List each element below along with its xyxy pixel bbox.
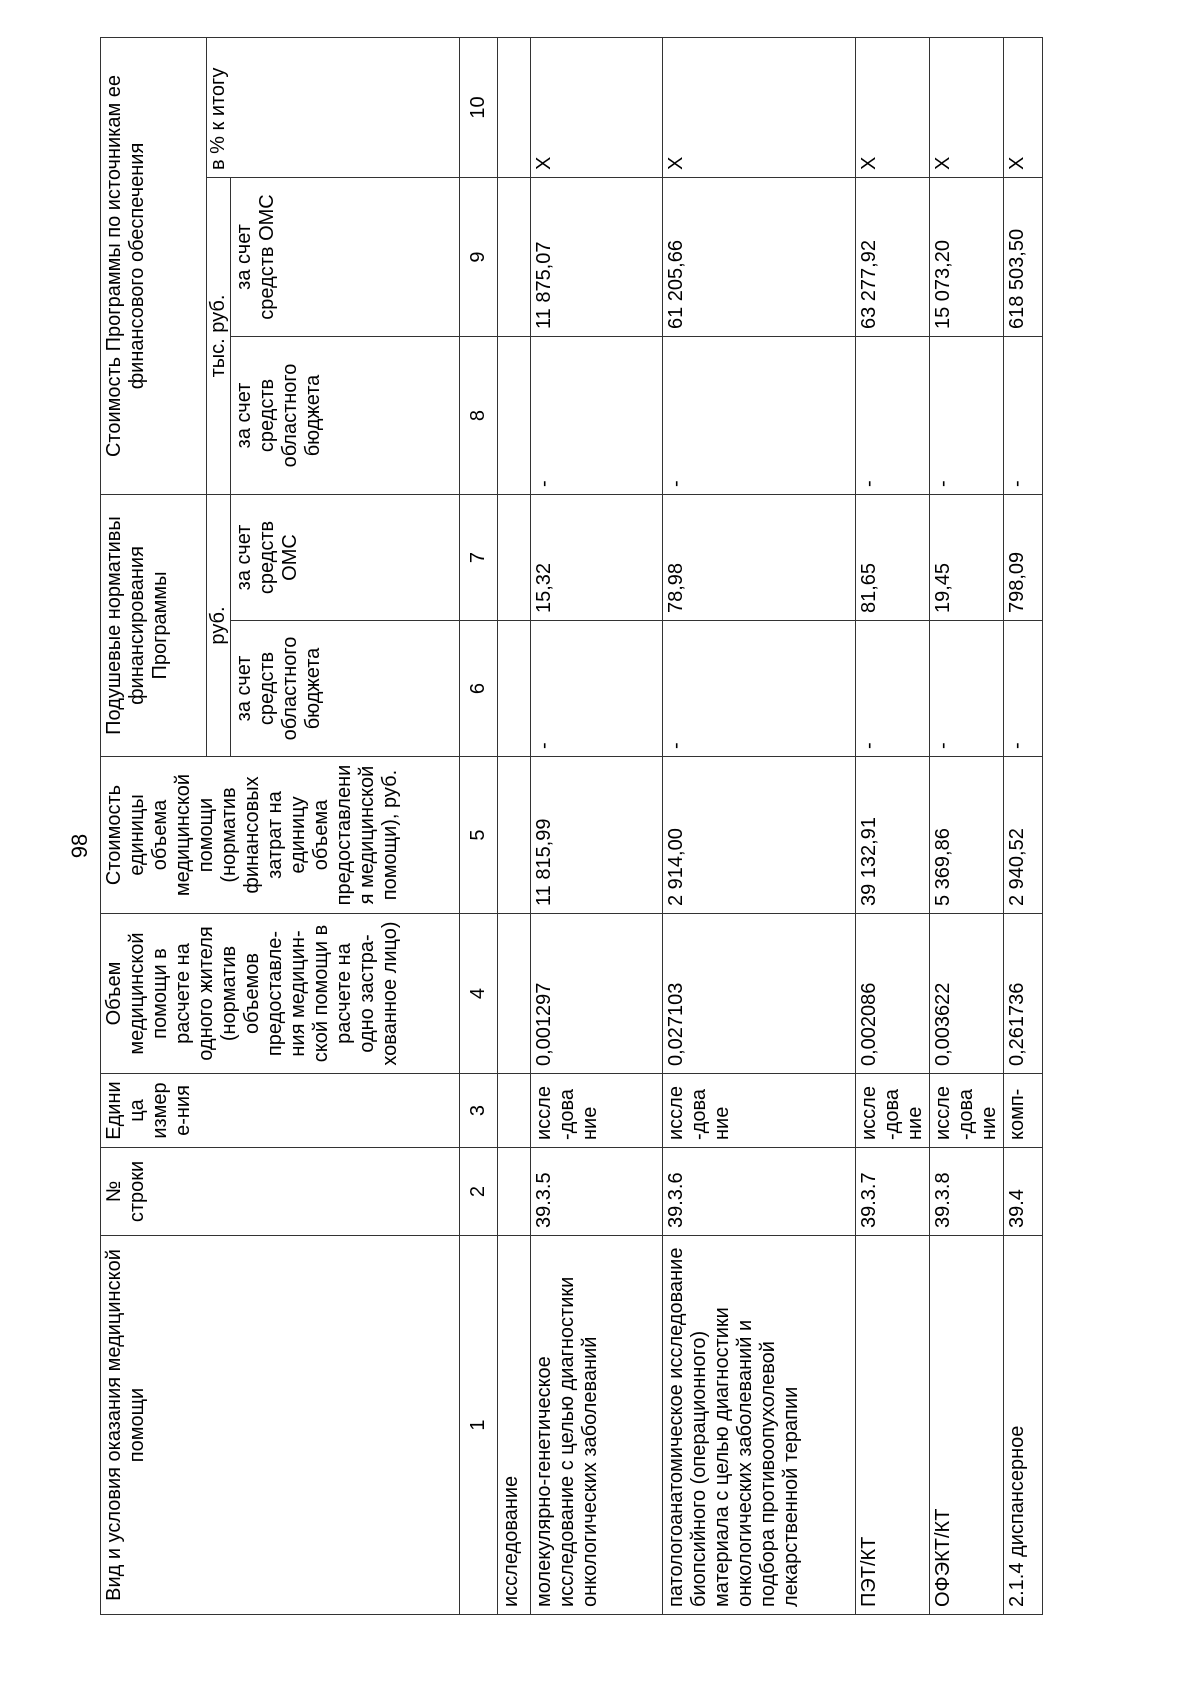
rotated-table-container — [100, 38, 1100, 1615]
column-number: 6 — [460, 621, 498, 757]
row-pc-budget: - — [663, 621, 856, 757]
header-program-cost-unit: тыс. руб. — [207, 178, 231, 495]
row-unit: иссле-дование — [930, 1074, 1004, 1148]
row-pc-budget: - — [1004, 621, 1043, 757]
header-unit: Единица измере-ния — [101, 1074, 460, 1148]
column-number: 2 — [460, 1148, 498, 1236]
row-volume: 0,001297 — [531, 914, 663, 1074]
row-volume: 0,003622 — [930, 914, 1004, 1074]
row-cost: 39 132,91 — [856, 757, 930, 914]
row-total-budget: - — [930, 337, 1004, 495]
column-number: 8 — [460, 337, 498, 495]
row-percent: X — [930, 37, 1004, 177]
row-total-oms: 11 875,07 — [531, 178, 663, 337]
row-percent: X — [663, 37, 856, 177]
header-volume: Объем медицинской помощи в расчете на одного жителя (норматив объемов предоставле-ния медицин-ской помощи в расчете на одно застра-хованное лицо) — [101, 914, 460, 1074]
header-per-capita-unit: руб. — [207, 495, 231, 757]
column-number: 7 — [460, 495, 498, 621]
row-line: 39.3.6 — [663, 1148, 856, 1236]
row-total-oms: 63 277,92 — [856, 178, 930, 337]
header-unit-cost: Стоимость единицы объема медицинской помощи (норматив финансовых затрат на единицу объема предоставления медицинской помощи), руб. — [101, 757, 460, 914]
row-pc-oms: 78,98 — [663, 495, 856, 621]
row-name: ПЭТ/КТ — [856, 1236, 930, 1615]
row-cost: 11 815,99 — [531, 757, 663, 914]
row-unit: иссле-дование — [663, 1074, 856, 1148]
section-label: исследование — [498, 1236, 531, 1615]
column-number-row — [460, 37, 498, 1614]
row-pc-budget: - — [856, 621, 930, 757]
page-number: 98 — [67, 833, 93, 859]
table-row — [930, 37, 1004, 1614]
row-percent: X — [531, 37, 663, 177]
header-total-budget: за счет средств областного бюджета — [231, 337, 460, 495]
row-unit: иссле-дование — [531, 1074, 663, 1148]
row-total-budget: - — [1004, 337, 1043, 495]
column-number: 9 — [460, 178, 498, 337]
row-total-budget: - — [531, 337, 663, 495]
row-total-budget: - — [856, 337, 930, 495]
row-pc-oms: 19,45 — [930, 495, 1004, 621]
column-number: 4 — [460, 914, 498, 1074]
row-percent: X — [856, 37, 930, 177]
row-total-oms: 61 205,66 — [663, 178, 856, 337]
row-pc-oms: 15,32 — [531, 495, 663, 621]
row-name: ОФЭКТ/КТ — [930, 1236, 1004, 1615]
row-pc-oms: 81,65 — [856, 495, 930, 621]
header-per-capita-group: Подушевые нормативы финансирования Программы — [101, 495, 207, 757]
row-unit: иссле-дование — [856, 1074, 930, 1148]
row-name: патологоанатомическое исследование биопсийного (операционного) материала с целью диагностики онкологических заболеваний и подбора противоопухолевой лекарственной терапии — [663, 1236, 856, 1615]
row-name: 2.1.4 диспансерное — [1004, 1236, 1043, 1615]
column-number: 1 — [460, 1236, 498, 1615]
financing-table — [100, 37, 1043, 1615]
row-pc-budget: - — [930, 621, 1004, 757]
row-volume: 0,261736 — [1004, 914, 1043, 1074]
column-number: 5 — [460, 757, 498, 914]
header-percent: в % к итогу — [207, 37, 460, 177]
row-pc-oms: 798,09 — [1004, 495, 1043, 621]
header-line-number: № строки — [101, 1148, 460, 1236]
row-cost: 2 940,52 — [1004, 757, 1043, 914]
row-total-oms: 618 503,50 — [1004, 178, 1043, 337]
column-number: 10 — [460, 37, 498, 177]
table-row — [856, 37, 930, 1614]
row-percent: X — [1004, 37, 1043, 177]
row-line: 39.3.5 — [531, 1148, 663, 1236]
row-total-budget: - — [663, 337, 856, 495]
header-total-oms: за счет средств ОМС — [231, 178, 460, 337]
row-cost: 5 369,86 — [930, 757, 1004, 914]
row-pc-budget: - — [531, 621, 663, 757]
row-line: 39.3.8 — [930, 1148, 1004, 1236]
row-name: молекулярно-генетическое исследование с целью диагностики онкологических заболеваний — [531, 1236, 663, 1615]
section-row — [498, 37, 531, 1614]
table-row — [531, 37, 663, 1614]
row-volume: 0,027103 — [663, 914, 856, 1074]
header-program-cost-group: Стоимость Программы по источникам ее финансового обеспечения — [101, 37, 207, 494]
header-per-capita-oms: за счет средств ОМС — [231, 495, 460, 621]
header-kind: Вид и условия оказания медицинской помощи — [101, 1236, 460, 1615]
row-cost: 2 914,00 — [663, 757, 856, 914]
table-row — [663, 37, 856, 1614]
table-row — [1004, 37, 1043, 1614]
column-number: 3 — [460, 1074, 498, 1148]
row-total-oms: 15 073,20 — [930, 178, 1004, 337]
row-line: 39.3.7 — [856, 1148, 930, 1236]
row-volume: 0,002086 — [856, 914, 930, 1074]
row-line: 39.4 — [1004, 1148, 1043, 1236]
header-per-capita-budget: за счет средств областного бюджета — [231, 621, 460, 757]
row-unit: комп- — [1004, 1074, 1043, 1148]
